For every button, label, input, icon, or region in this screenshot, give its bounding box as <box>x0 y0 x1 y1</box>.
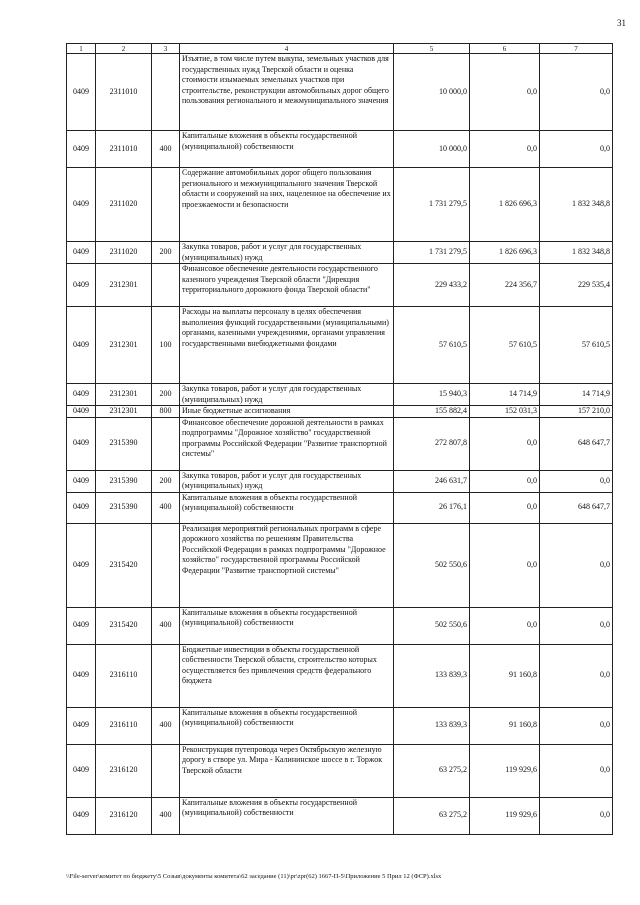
table-cell-c7: 0,0 <box>540 744 613 797</box>
table-cell-c2: 2311020 <box>96 242 152 264</box>
column-header: 6 <box>470 44 540 54</box>
table-cell-c4: Реконструкция путепровода через Октябрьскую железную дорогу в створе ул. Мира - Калининское шоссе в г. Торжок Тверской области <box>180 744 394 797</box>
table-cell-c1: 0409 <box>67 384 96 406</box>
table-cell-c5: 26 176,1 <box>394 492 470 523</box>
table-cell-c5: 229 433,2 <box>394 264 470 307</box>
table-row <box>67 707 613 744</box>
table-cell-c4: Капитальные вложения в объекты государственной (муниципальной) собственности <box>180 797 394 834</box>
table-cell-c1: 0409 <box>67 644 96 707</box>
table-cell-c5: 246 631,7 <box>394 470 470 492</box>
table-cell-c7: 0,0 <box>540 54 613 131</box>
table-cell-c6: 14 714,9 <box>470 384 540 406</box>
table-cell-c3: 800 <box>152 406 180 418</box>
table-row <box>67 131 613 168</box>
table-cell-c2: 2312301 <box>96 384 152 406</box>
table-cell-c2: 2315390 <box>96 470 152 492</box>
table-cell-c7: 1 832 348,8 <box>540 242 613 264</box>
column-header: 3 <box>152 44 180 54</box>
table-cell-c6: 0,0 <box>470 54 540 131</box>
table-cell-c1: 0409 <box>67 417 96 470</box>
table-cell-c3 <box>152 744 180 797</box>
table-cell-c4: Закупка товаров, работ и услуг для государственных (муниципальных) нужд <box>180 384 394 406</box>
column-header: 5 <box>394 44 470 54</box>
table-cell-c4: Капитальные вложения в объекты государственной (муниципальной) собственности <box>180 607 394 644</box>
table-cell-c2: 2311010 <box>96 54 152 131</box>
table-cell-c5: 502 550,6 <box>394 607 470 644</box>
table-cell-c3 <box>152 168 180 242</box>
table-cell-c1: 0409 <box>67 607 96 644</box>
table-cell-c6: 1 826 696,3 <box>470 242 540 264</box>
table-cell-c5: 133 839,3 <box>394 707 470 744</box>
table-cell-c3: 400 <box>152 607 180 644</box>
table-cell-c5: 15 940,3 <box>394 384 470 406</box>
table-cell-c6: 91 160,8 <box>470 707 540 744</box>
table-cell-c2: 2315420 <box>96 607 152 644</box>
table-cell-c3: 100 <box>152 307 180 384</box>
table-cell-c1: 0409 <box>67 797 96 834</box>
table-cell-c7: 0,0 <box>540 797 613 834</box>
table-cell-c2: 2315420 <box>96 523 152 607</box>
table-cell-c4: Финансовое обеспечение дорожной деятельности в рамках подпрограммы "Дорожное хозяйство" государственной программы Российской Федерации "Развитие транспортной системы" <box>180 417 394 470</box>
table-cell-c3: 200 <box>152 470 180 492</box>
budget-table <box>66 43 613 835</box>
table-cell-c5: 57 610,5 <box>394 307 470 384</box>
table-cell-c2: 2316120 <box>96 744 152 797</box>
file-path-footer: \\File-server\комитет по бюджету\5 Созыв\документы комитета\62 заседание (11)\pr\zpr(62) 1667-П-5\Приложение 5 Прил 12 (ФСР).xlsx <box>66 873 442 880</box>
table-cell-c6: 0,0 <box>470 131 540 168</box>
table-cell-c6: 119 929,6 <box>470 797 540 834</box>
table-cell-c7: 0,0 <box>540 470 613 492</box>
table-cell-c4: Содержание автомобильных дорог общего пользования регионального и межмуниципального значения Тверской области и сооружений на них, нацеленное на обеспечение их проезжаемости и безопасности <box>180 168 394 242</box>
table-cell-c3: 400 <box>152 707 180 744</box>
table-cell-c1: 0409 <box>67 307 96 384</box>
table-cell-c4: Иные бюджетные ассигнования <box>180 406 394 418</box>
table-row <box>67 406 613 418</box>
table-cell-c1: 0409 <box>67 470 96 492</box>
table-cell-c3 <box>152 644 180 707</box>
table-row <box>67 417 613 470</box>
table-cell-c7: 0,0 <box>540 607 613 644</box>
table-cell-c3: 200 <box>152 384 180 406</box>
table-cell-c2: 2316110 <box>96 644 152 707</box>
table-cell-c7: 157 210,0 <box>540 406 613 418</box>
table-cell-c6: 119 929,6 <box>470 744 540 797</box>
table-cell-c1: 0409 <box>67 168 96 242</box>
page-number: 31 <box>617 18 626 28</box>
table-cell-c7: 0,0 <box>540 131 613 168</box>
table-cell-c2: 2312301 <box>96 307 152 384</box>
table-cell-c2: 2316120 <box>96 797 152 834</box>
table-row <box>67 523 613 607</box>
table-cell-c6: 1 826 696,3 <box>470 168 540 242</box>
table-row <box>67 307 613 384</box>
table-cell-c4: Капитальные вложения в объекты государственной (муниципальной) собственности <box>180 492 394 523</box>
table-cell-c3 <box>152 54 180 131</box>
table-cell-c6: 0,0 <box>470 523 540 607</box>
table-cell-c3 <box>152 523 180 607</box>
table-cell-c1: 0409 <box>67 242 96 264</box>
table-row <box>67 492 613 523</box>
table-cell-c2: 2311020 <box>96 168 152 242</box>
table-cell-c4: Реализация мероприятий региональных программ в сфере дорожного хозяйства по решениям Правительства Российской Федерации в рамках подпрограммы "Дорожное хозяйство" государственной программы Российской Федерации "Развитие транспортной системы" <box>180 523 394 607</box>
table-cell-c3 <box>152 417 180 470</box>
table-row <box>67 168 613 242</box>
column-header: 7 <box>540 44 613 54</box>
column-header: 1 <box>67 44 96 54</box>
table-cell-c7: 57 610,5 <box>540 307 613 384</box>
table-cell-c2: 2316110 <box>96 707 152 744</box>
table-row <box>67 470 613 492</box>
table-cell-c7: 0,0 <box>540 523 613 607</box>
table-row <box>67 744 613 797</box>
table-cell-c7: 229 535,4 <box>540 264 613 307</box>
table-cell-c7: 14 714,9 <box>540 384 613 406</box>
table-cell-c6: 0,0 <box>470 417 540 470</box>
table-cell-c6: 152 031,3 <box>470 406 540 418</box>
header-row <box>67 44 613 54</box>
table-cell-c2: 2312301 <box>96 264 152 307</box>
table-row <box>67 264 613 307</box>
table-cell-c3: 200 <box>152 242 180 264</box>
table-cell-c4: Бюджетные инвестиции в объекты государственной собственности Тверской области, строительство которых осуществляется без привлечения средств федерального бюджета <box>180 644 394 707</box>
table-cell-c5: 155 882,4 <box>394 406 470 418</box>
table-cell-c2: 2312301 <box>96 406 152 418</box>
table-cell-c4: Расходы на выплаты персоналу в целях обеспечения выполнения функций государственными (муниципальными) органами, казенными учреждениями, органами управления государственными внебюджетными фондами <box>180 307 394 384</box>
table-row <box>67 54 613 131</box>
table-cell-c3: 400 <box>152 492 180 523</box>
table-cell-c4: Финансовое обеспечение деятельности государственного казенного учреждения Тверской области "Дирекция территориального дорожного фонда Тверской области" <box>180 264 394 307</box>
table-cell-c6: 0,0 <box>470 607 540 644</box>
column-header: 2 <box>96 44 152 54</box>
table-cell-c5: 1 731 279,5 <box>394 242 470 264</box>
column-header: 4 <box>180 44 394 54</box>
table-cell-c1: 0409 <box>67 523 96 607</box>
table-cell-c7: 0,0 <box>540 644 613 707</box>
table-cell-c6: 0,0 <box>470 492 540 523</box>
table-row <box>67 607 613 644</box>
table-cell-c1: 0409 <box>67 492 96 523</box>
table-cell-c1: 0409 <box>67 744 96 797</box>
table-cell-c4: Капитальные вложения в объекты государственной (муниципальной) собственности <box>180 707 394 744</box>
table-row <box>67 644 613 707</box>
table-cell-c5: 10 000,0 <box>394 131 470 168</box>
table-cell-c2: 2315390 <box>96 417 152 470</box>
table-cell-c1: 0409 <box>67 707 96 744</box>
table-cell-c6: 57 610,5 <box>470 307 540 384</box>
table-cell-c6: 0,0 <box>470 470 540 492</box>
table-cell-c6: 91 160,8 <box>470 644 540 707</box>
table-cell-c5: 10 000,0 <box>394 54 470 131</box>
table-cell-c7: 1 832 348,8 <box>540 168 613 242</box>
table-cell-c1: 0409 <box>67 54 96 131</box>
table-cell-c7: 648 647,7 <box>540 492 613 523</box>
table-cell-c7: 0,0 <box>540 707 613 744</box>
table-cell-c5: 133 839,3 <box>394 644 470 707</box>
table-cell-c5: 502 550,6 <box>394 523 470 607</box>
table-row <box>67 242 613 264</box>
table-cell-c1: 0409 <box>67 264 96 307</box>
table-cell-c3: 400 <box>152 797 180 834</box>
table-cell-c3 <box>152 264 180 307</box>
table-cell-c4: Изъятие, в том числе путем выкупа, земельных участков для государственных нужд Тверской области и оценка стоимости изымаемых земельных участков при строительстве, реконструкции автомобильных дорог общего пользования регионального и межмуниципального значения <box>180 54 394 131</box>
table-cell-c4: Закупка товаров, работ и услуг для государственных (муниципальных) нужд <box>180 242 394 264</box>
table-cell-c5: 63 275,2 <box>394 744 470 797</box>
table-cell-c4: Закупка товаров, работ и услуг для государственных (муниципальных) нужд <box>180 470 394 492</box>
table-cell-c5: 272 807,8 <box>394 417 470 470</box>
table-cell-c4: Капитальные вложения в объекты государственной (муниципальной) собственности <box>180 131 394 168</box>
table-cell-c2: 2315390 <box>96 492 152 523</box>
table-cell-c7: 648 647,7 <box>540 417 613 470</box>
table-cell-c5: 1 731 279,5 <box>394 168 470 242</box>
table-cell-c1: 0409 <box>67 406 96 418</box>
table-cell-c3: 400 <box>152 131 180 168</box>
table-cell-c5: 63 275,2 <box>394 797 470 834</box>
table-row <box>67 797 613 834</box>
table-cell-c6: 224 356,7 <box>470 264 540 307</box>
table-cell-c2: 2311010 <box>96 131 152 168</box>
table-row <box>67 384 613 406</box>
table-cell-c1: 0409 <box>67 131 96 168</box>
